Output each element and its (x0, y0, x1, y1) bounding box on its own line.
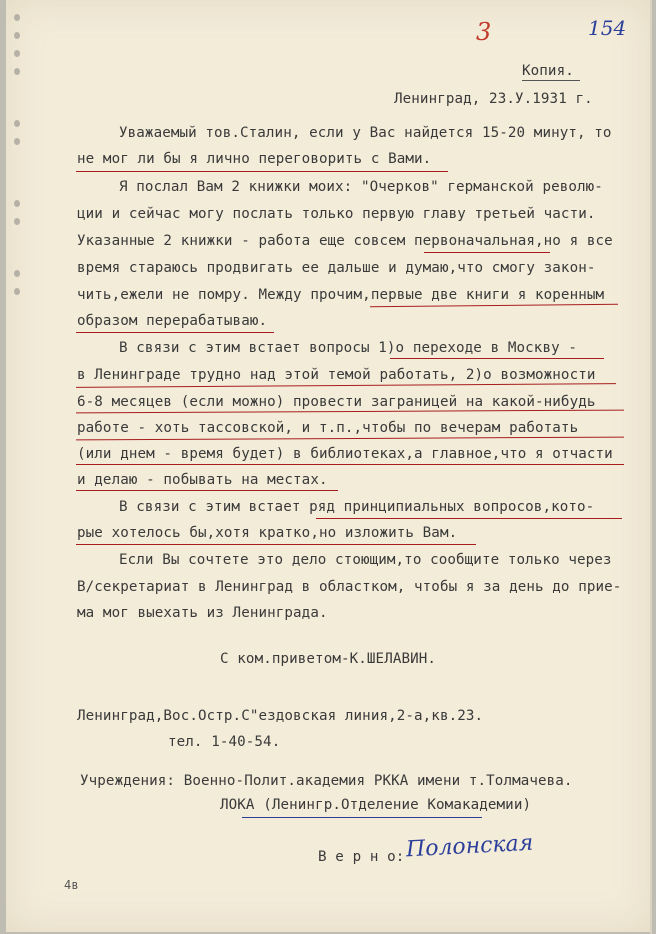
body-line: не мог ли бы я лично переговорить с Вами. (77, 151, 432, 167)
body-line: и делаю - побывать на местах. (77, 472, 328, 488)
body-line: ма мог выехать из Ленинграда. (77, 605, 328, 621)
binding-hole (14, 138, 20, 145)
red-underline (76, 490, 338, 491)
binding-hole (14, 288, 20, 295)
red-underline (76, 544, 476, 545)
red-underline (370, 304, 618, 308)
binding-hole (14, 68, 20, 75)
body-line: время стараюсь продвигать ее дальше и думаю,что смогу закон- (77, 260, 596, 276)
copy-label: Копия. (522, 63, 574, 79)
certification-label: В е р н о: (318, 849, 405, 865)
body-line: образом перерабатываю. (77, 313, 268, 329)
institution-line: ЛОКА (Ленингр.Отделение Комакадемии) (220, 797, 532, 813)
footer-mark: 4в (64, 878, 79, 892)
body-line: ции и сейчас могу послать только первую главу третьей части. (77, 206, 596, 222)
binding-holes (6, 0, 26, 340)
address-line: Ленинград,Вос.Остр.С"ездовская линия,2-а,кв.23. (77, 708, 484, 724)
body-line: В связи с этим встает вопросы 1)о переходе в Москву - (119, 340, 578, 356)
binding-hole (14, 270, 20, 277)
red-underline (390, 358, 604, 359)
body-line: 6-8 месяцев (если можно) провести заграницей на какой-нибудь (77, 394, 596, 410)
red-underline (76, 437, 624, 441)
body-line: (или днем - время будет) в библиотеках,а главное,что я отчасти (77, 446, 613, 462)
phone-line: тел. 1-40-54. (168, 734, 281, 750)
binding-hole (14, 120, 20, 127)
binding-hole (14, 14, 20, 21)
document-page (6, 0, 652, 932)
body-line: чить,ежели не помру. Между прочим,первые две книги я коренным (77, 287, 605, 303)
binding-hole (14, 50, 20, 57)
body-line: Если Вы сочтете это дело стоющим,то сообщите только через (119, 552, 612, 568)
binding-hole (14, 32, 20, 39)
folio-number: 154 (588, 16, 627, 40)
red-underline (76, 171, 448, 172)
body-line: в Ленинграде трудно над этой темой работать, 2)о возможности (77, 367, 596, 383)
institution-line: Учреждения: Военно-Полит.академия РККА имени т.Толмачева. (80, 773, 573, 789)
red-underline (76, 332, 274, 333)
binding-hole (14, 218, 20, 225)
body-line: Указанные 2 книжки - работа еще совсем первоначальная,но я все (77, 233, 613, 249)
body-line: рые хотелось бы,хотя кратко,но изложить Вам. (77, 525, 458, 541)
red-underline (316, 518, 622, 519)
binding-hole (14, 200, 20, 207)
red-pencil-mark: 3 (476, 18, 492, 46)
place-date: Ленинград, 23.У.1931 г. (394, 91, 593, 107)
signature: С ком.приветом-К.ШЕЛАВИН. (220, 651, 437, 667)
page-edge (650, 0, 652, 934)
body-line: В связи с этим встает ряд принципиальных вопросов,кото- (119, 499, 595, 515)
blue-underline (242, 817, 482, 818)
red-underline (76, 464, 624, 465)
red-underline (424, 252, 550, 253)
body-line: Я послал Вам 2 книжки моих: "Очерков" германской револю- (119, 179, 603, 195)
body-line: работе - хоть тассовской, и т.п.,чтобы по вечерам работать (77, 420, 579, 436)
copy-label-underline (522, 80, 580, 81)
body-line: Уважаемый тов.Сталин, если у Вас найдется 15-20 минут, то (119, 125, 612, 141)
body-line: В/секретариат в Ленинград в областком, чтобы я за день до прие- (77, 579, 622, 595)
handwritten-signature: Полонская (405, 830, 534, 863)
